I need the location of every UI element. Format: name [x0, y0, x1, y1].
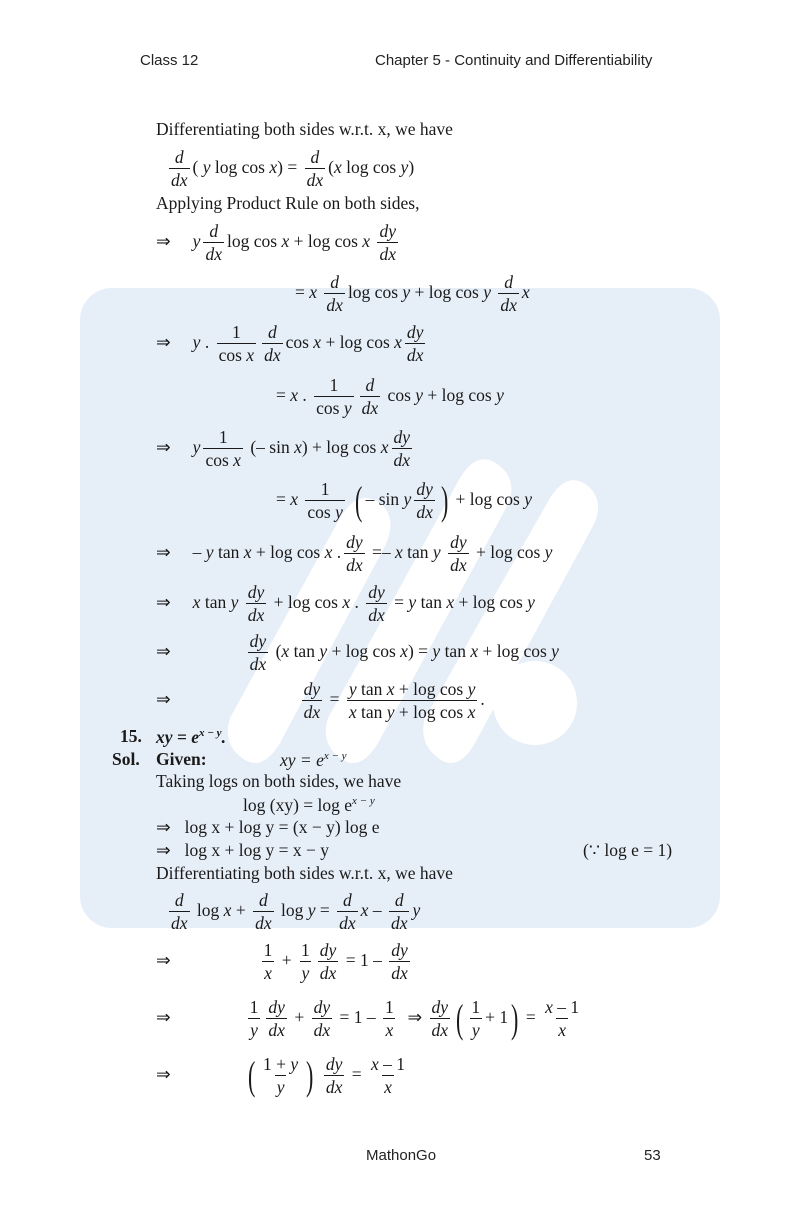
equation-line-10: ⇒ – y tan x + log cos x . $\frac{dy}{dx}$ =– x tan y $\frac{dy}{dx}$ + log cos y: [156, 532, 553, 576]
page-number: 53: [644, 1147, 661, 1164]
text-product-rule: Applying Product Rule on both sides,: [156, 193, 420, 213]
given-label: Given:: [156, 749, 207, 769]
question-number-15: 15.: [120, 726, 142, 746]
equation-line-2: $\frac{d}{dx}$ ( y log cos x) = $\frac{d}{dx}$ (x log cos y): [171, 147, 415, 191]
equation-line-7: = x . $\frac{1}{\text{cos y}}$ $\frac{d}{dx}$ cos y + log cos y: [276, 375, 504, 419]
equation-line-6: ⇒ y . $\frac{1}{\text{cos x}}$ $\frac{d}{dx}$ cos x + log cos x $\frac{dy}{dx}$: [156, 322, 424, 366]
because-note: (∵ log e = 1): [583, 840, 673, 860]
equation-line-9: = x $\frac{1}{\text{cos y}}$ ( – sin y $\frac{dy}{dx}$ ) + log cos y: [276, 477, 533, 523]
equation-line-11: ⇒ x tan y $\frac{dy}{dx}$ + log cos x . $\frac{dy}{dx}$ = y tan x + log cos y: [156, 582, 535, 626]
equation-final-2: ⇒ $\frac{1}{y}$ $\frac{dy}{dx}$ + $\frac{dy}{dx}$ = 1 – $\frac{1}{x}$ ⇒ $\frac{dy}{dx}$ ( $\frac{1}{y}$ + 1) = $\frac{x - 1}{x}$: [156, 995, 580, 1041]
equation-step-a: ⇒ log x + log y = (x − y) log e: [156, 817, 380, 837]
log-equation: $\log (xy) = \log e^{x - y}$: [243, 795, 375, 815]
text-differentiating-2: Differentiating both sides w.r.t. x, we have: [156, 863, 453, 883]
solution-label: Sol.: [112, 749, 140, 769]
equation-line-8: ⇒ y $\frac{1}{\text{cos x}}$ (– sin x) + log cos x $\frac{dy}{dx}$: [156, 427, 411, 471]
equation-diff-2: $\frac{d}{dx}$ log x + $\frac{d}{dx}$ log y = $\frac{d}{dx}$ x – $\frac{d}{dx}$ y: [171, 890, 421, 934]
text-differentiating-1: Differentiating both sides w.r.t. x, we have: [156, 119, 453, 139]
header-class: Class 12: [140, 52, 199, 69]
equation-line-13: ⇒ $\frac{dy}{dx}$ = $\frac{\text{y tan x + log cos y}}{\text{x tan y + log cos x}}$ .: [156, 679, 485, 723]
equation-final-1: ⇒ $\frac{1}{x}$ + $\frac{1}{y}$ $\frac{dy}{dx}$ = 1 – $\frac{dy}{dx}$: [156, 940, 408, 984]
footer-brand: MathonGo: [366, 1147, 437, 1164]
text-taking-logs: Taking logs on both sides, we have: [156, 771, 402, 791]
equation-step-b: ⇒ log x + log y = x − y: [156, 840, 330, 860]
equation-line-12: ⇒ $\frac{dy}{dx}$ (x tan y + log cos x) = y tan x + log cos y: [156, 631, 559, 675]
equation-final-3: ⇒ ( $\frac{1 + y}{y}$ ) $\frac{dy}{dx}$ = $\frac{x - 1}{x}$: [156, 1052, 406, 1098]
equation-line-5: = x $\frac{d}{dx}$ log cos y + log cos y $\frac{d}{dx}$ x: [295, 272, 530, 316]
question-15-expression: xy = $e^{x - y}$.: [156, 727, 226, 747]
equation-line-4: ⇒ y $\frac{d}{dx}$ log cos x + log cos x $\frac{dy}{dx}$: [156, 221, 396, 265]
header-chapter: Chapter 5 - Continuity and Differentiability: [375, 52, 653, 69]
given-expression: xy = $e^{x - y}$: [280, 750, 347, 770]
